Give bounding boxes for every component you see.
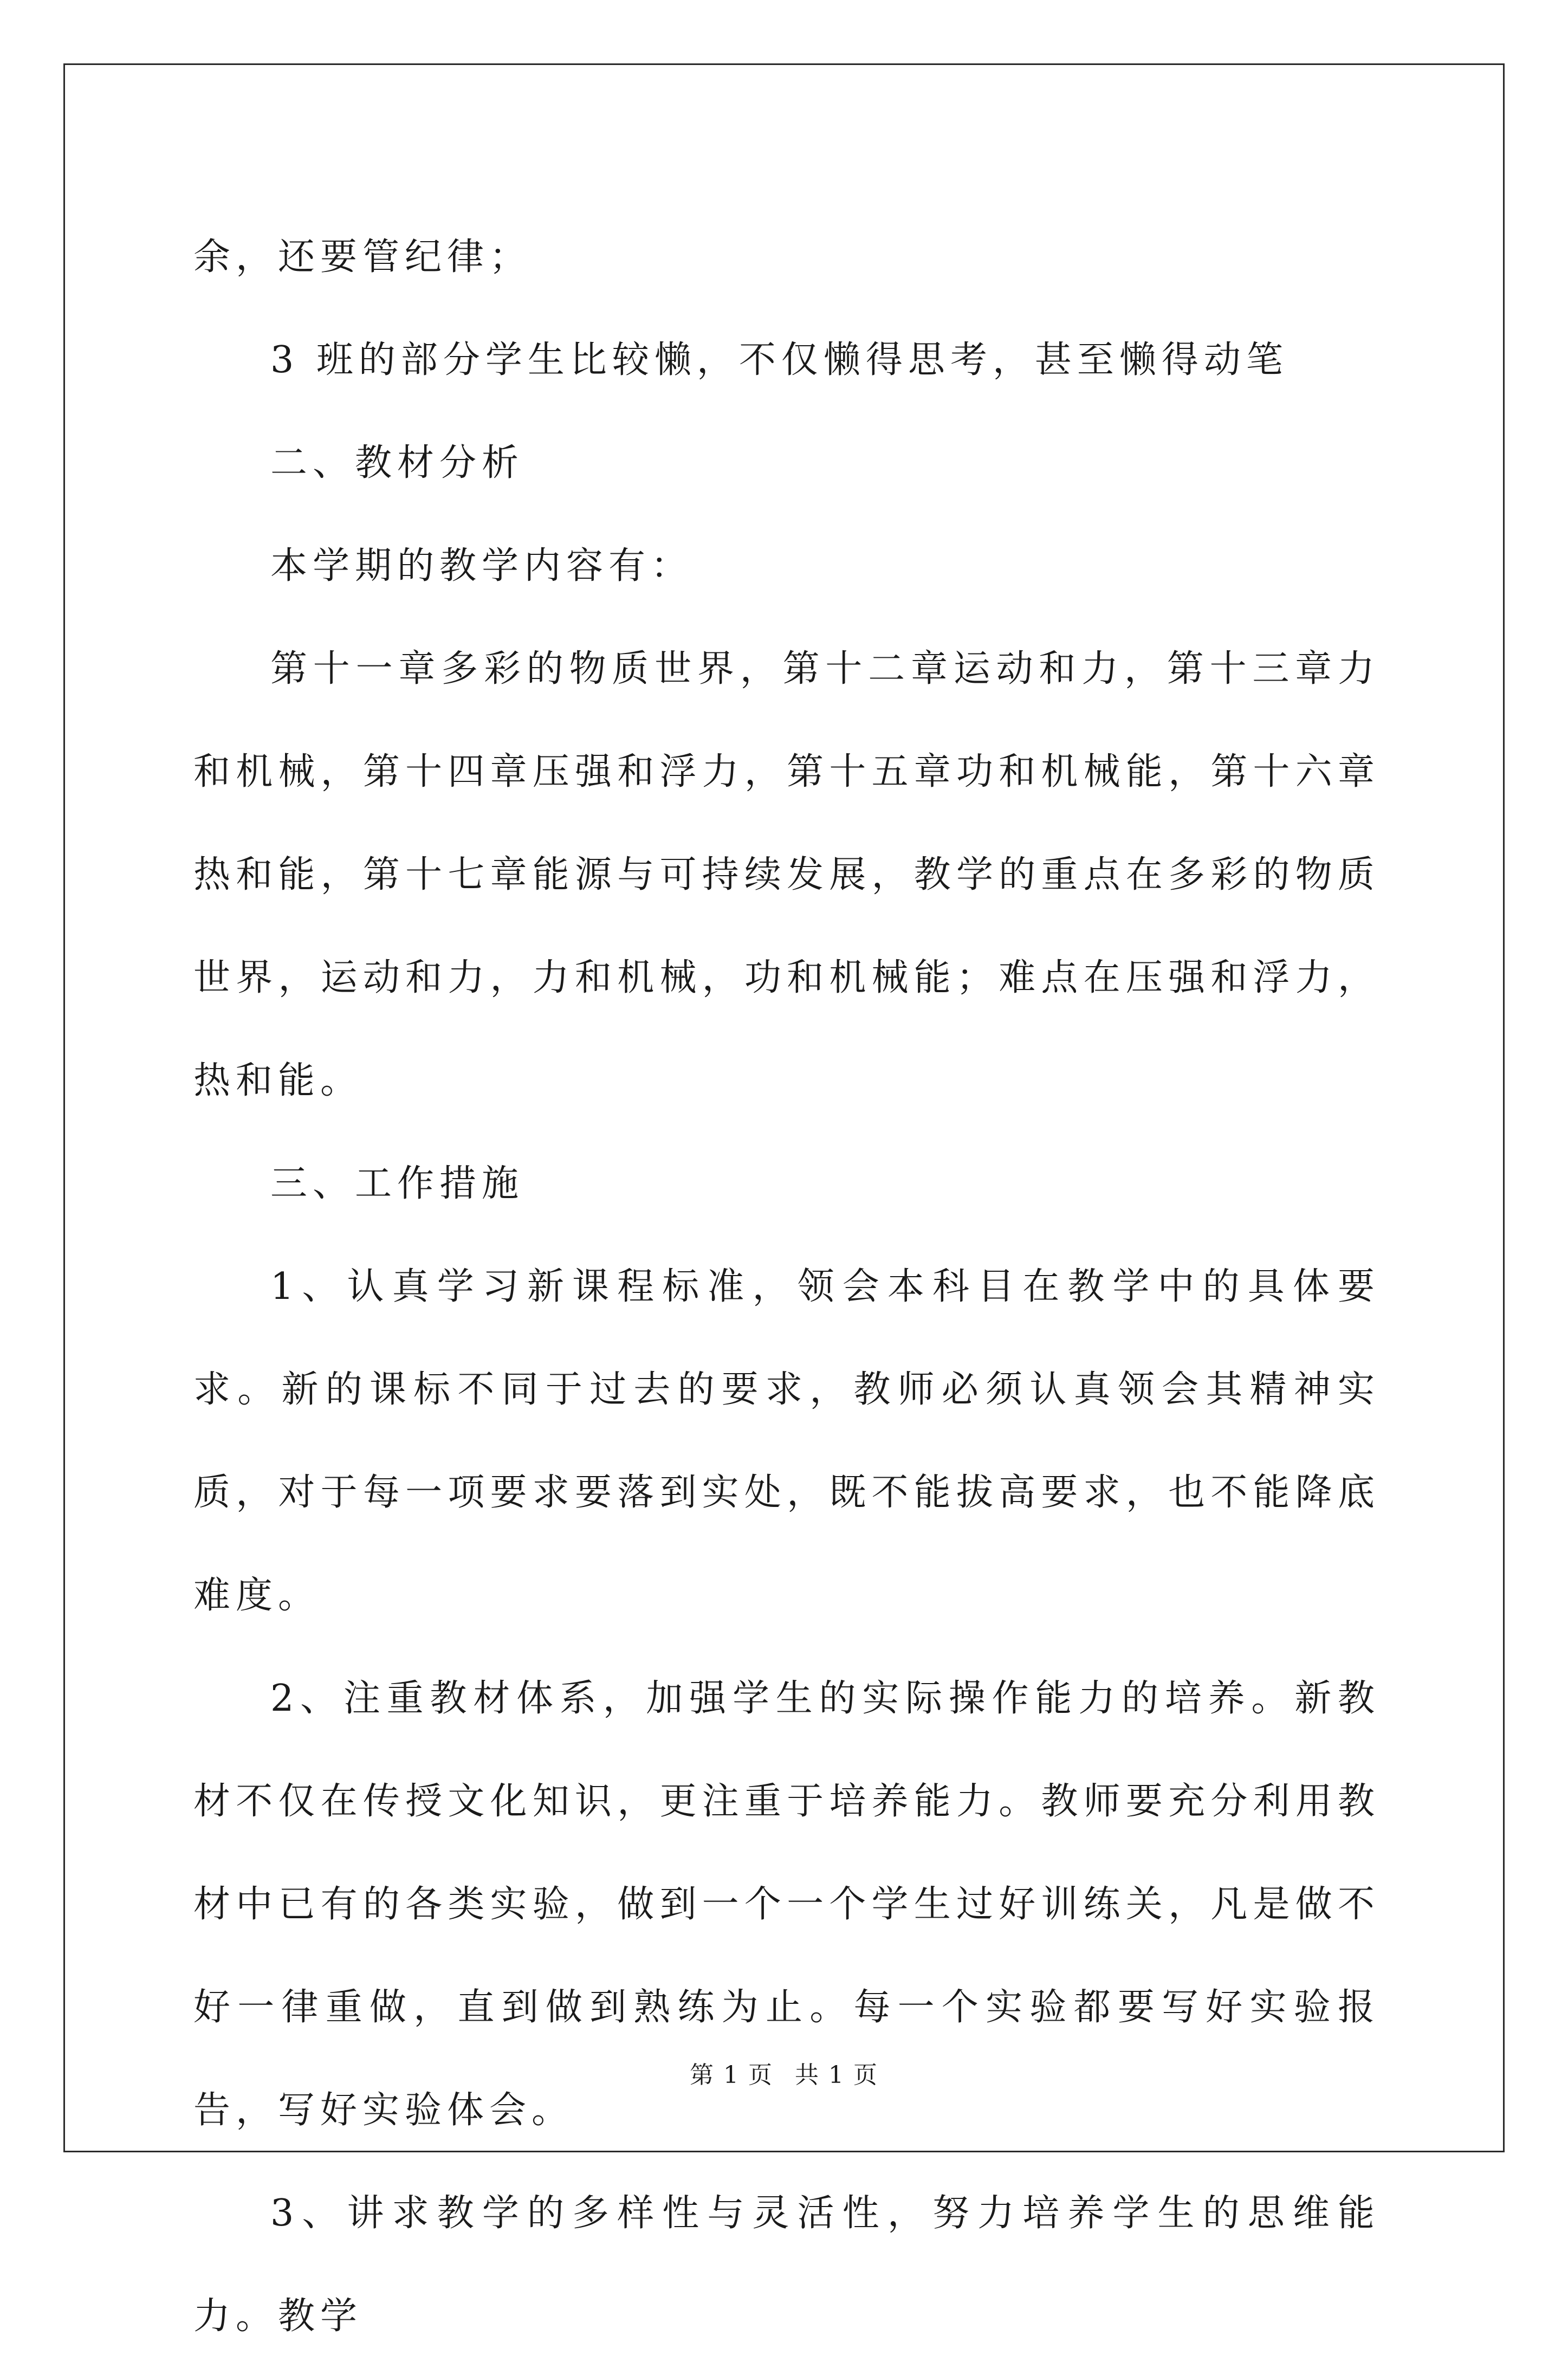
page-number: 第 1 页 bbox=[690, 2061, 773, 2089]
document-body bbox=[193, 206, 1380, 2368]
page-total: 共 1 页 bbox=[795, 2061, 878, 2089]
paragraph: 3 班的部分学生比较懒，不仅懒得思考，甚至懒得动笔 bbox=[270, 339, 1288, 381]
page-footer bbox=[0, 2059, 1568, 2092]
paragraph: 余，还要管纪律； bbox=[193, 236, 532, 279]
paragraph: 2、注重教材体系，加强学生的实际操作能力的培养。新教材不仅在传授文化知识，更注重于培养能力。教师要充分利用教材中已有的各类实验，做到一个一个学生过好训练关，凡是做不好一律重做，直到做到熟练为止。每一个实验都要写好实验报告，写好实验体会。 bbox=[193, 1677, 1380, 2132]
paragraph: 3、讲求教学的多样性与灵活性，努力培养学生的思维能力。教学 bbox=[193, 2192, 1380, 2338]
paragraph: 第十一章多彩的物质世界，第十二章运动和力，第十三章力和机械，第十四章压强和浮力，第十五章功和机械能，第十六章热和能，第十七章能源与可持续发展，教学的重点在多彩的物质世界，运动和力，力和机械，功和机械能；难点在压强和浮力，热和能。 bbox=[193, 648, 1380, 1102]
paragraph: 本学期的教学内容有： bbox=[270, 545, 694, 587]
section-heading: 二、教材分析 bbox=[270, 442, 524, 484]
paragraph: 1、认真学习新课程标准，领会本科目在教学中的具体要求。新的课标不同于过去的要求，教师必须认真领会其精神实质，对于每一项要求要落到实处，既不能拔高要求，也不能降底难度。 bbox=[193, 1265, 1380, 1617]
section-heading: 三、工作措施 bbox=[270, 1162, 524, 1205]
